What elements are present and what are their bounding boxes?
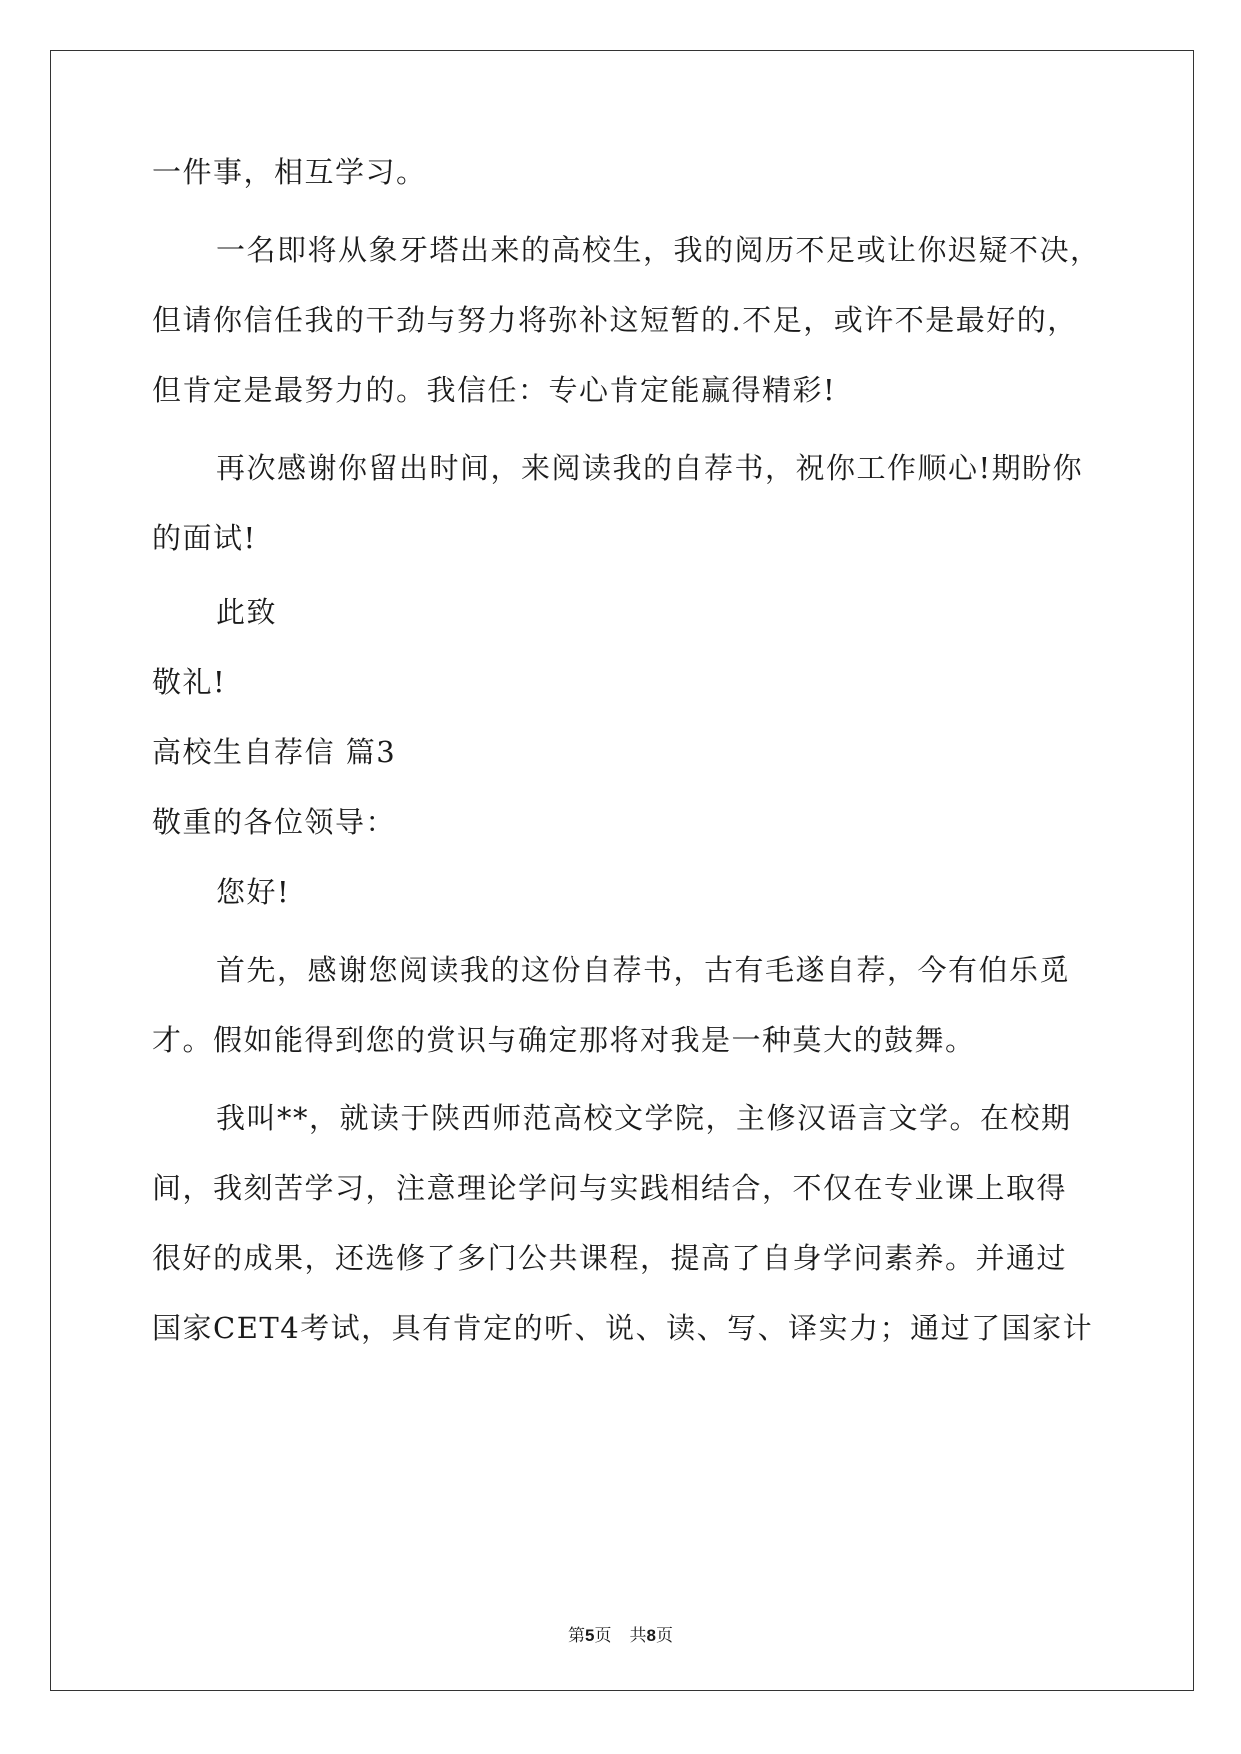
text-line: 间，我刻苦学习，注意理论学问与实践相结合，不仅在专业课上取得 xyxy=(152,1171,1068,1205)
current-page-number: 5 xyxy=(585,1626,595,1645)
text-line: 很好的成果，还选修了多门公共课程，提高了自身学问素养。并通过 xyxy=(152,1241,1068,1275)
text-line: 但请你信任我的干劲与努力将弥补这短暂的.不足，或许不是最好的， xyxy=(152,303,1078,337)
greeting: 您好! xyxy=(216,875,291,909)
text-line: 一件事，相互学习。 xyxy=(152,155,427,189)
total-page-number: 8 xyxy=(646,1626,656,1645)
page-footer xyxy=(0,1625,1241,1647)
greeting-recipient: 敬重的各位领导： xyxy=(152,805,397,839)
text-line: 的面试! xyxy=(152,521,257,555)
text-line: 再次感谢你留出时间，来阅读我的自荐书，祝你工作顺心!期盼你 xyxy=(216,451,1084,485)
page-prefix: 第 xyxy=(568,1626,586,1646)
text-line: 但肯定是最努力的。我信任：专心肯定能赢得精彩! xyxy=(152,373,837,407)
text-line: 才。假如能得到您的赏识与确定那将对我是一种莫大的鼓舞。 xyxy=(152,1023,976,1057)
page-suffix: 页 xyxy=(594,1626,612,1646)
total-prefix: 共 xyxy=(629,1626,647,1646)
closing-salutation: 此致 xyxy=(216,595,278,629)
page-border xyxy=(50,50,1194,1691)
section-title: 高校生自荐信 篇3 xyxy=(152,735,397,769)
text-line: 一名即将从象牙塔出来的高校生，我的阅历不足或让你迟疑不决， xyxy=(216,233,1101,267)
text-line: 我叫**，就读于陕西师范高校文学院，主修汉语言文学。在校期 xyxy=(216,1101,1072,1135)
closing-regards: 敬礼! xyxy=(152,665,227,699)
text-line: 首先，感谢您阅读我的这份自荐书，古有毛遂自荐，今有伯乐觅 xyxy=(216,953,1071,987)
text-line: 国家CET4考试，具有肯定的听、说、读、写、译实力；通过了国家计 xyxy=(152,1311,1094,1345)
total-suffix: 页 xyxy=(655,1626,673,1646)
